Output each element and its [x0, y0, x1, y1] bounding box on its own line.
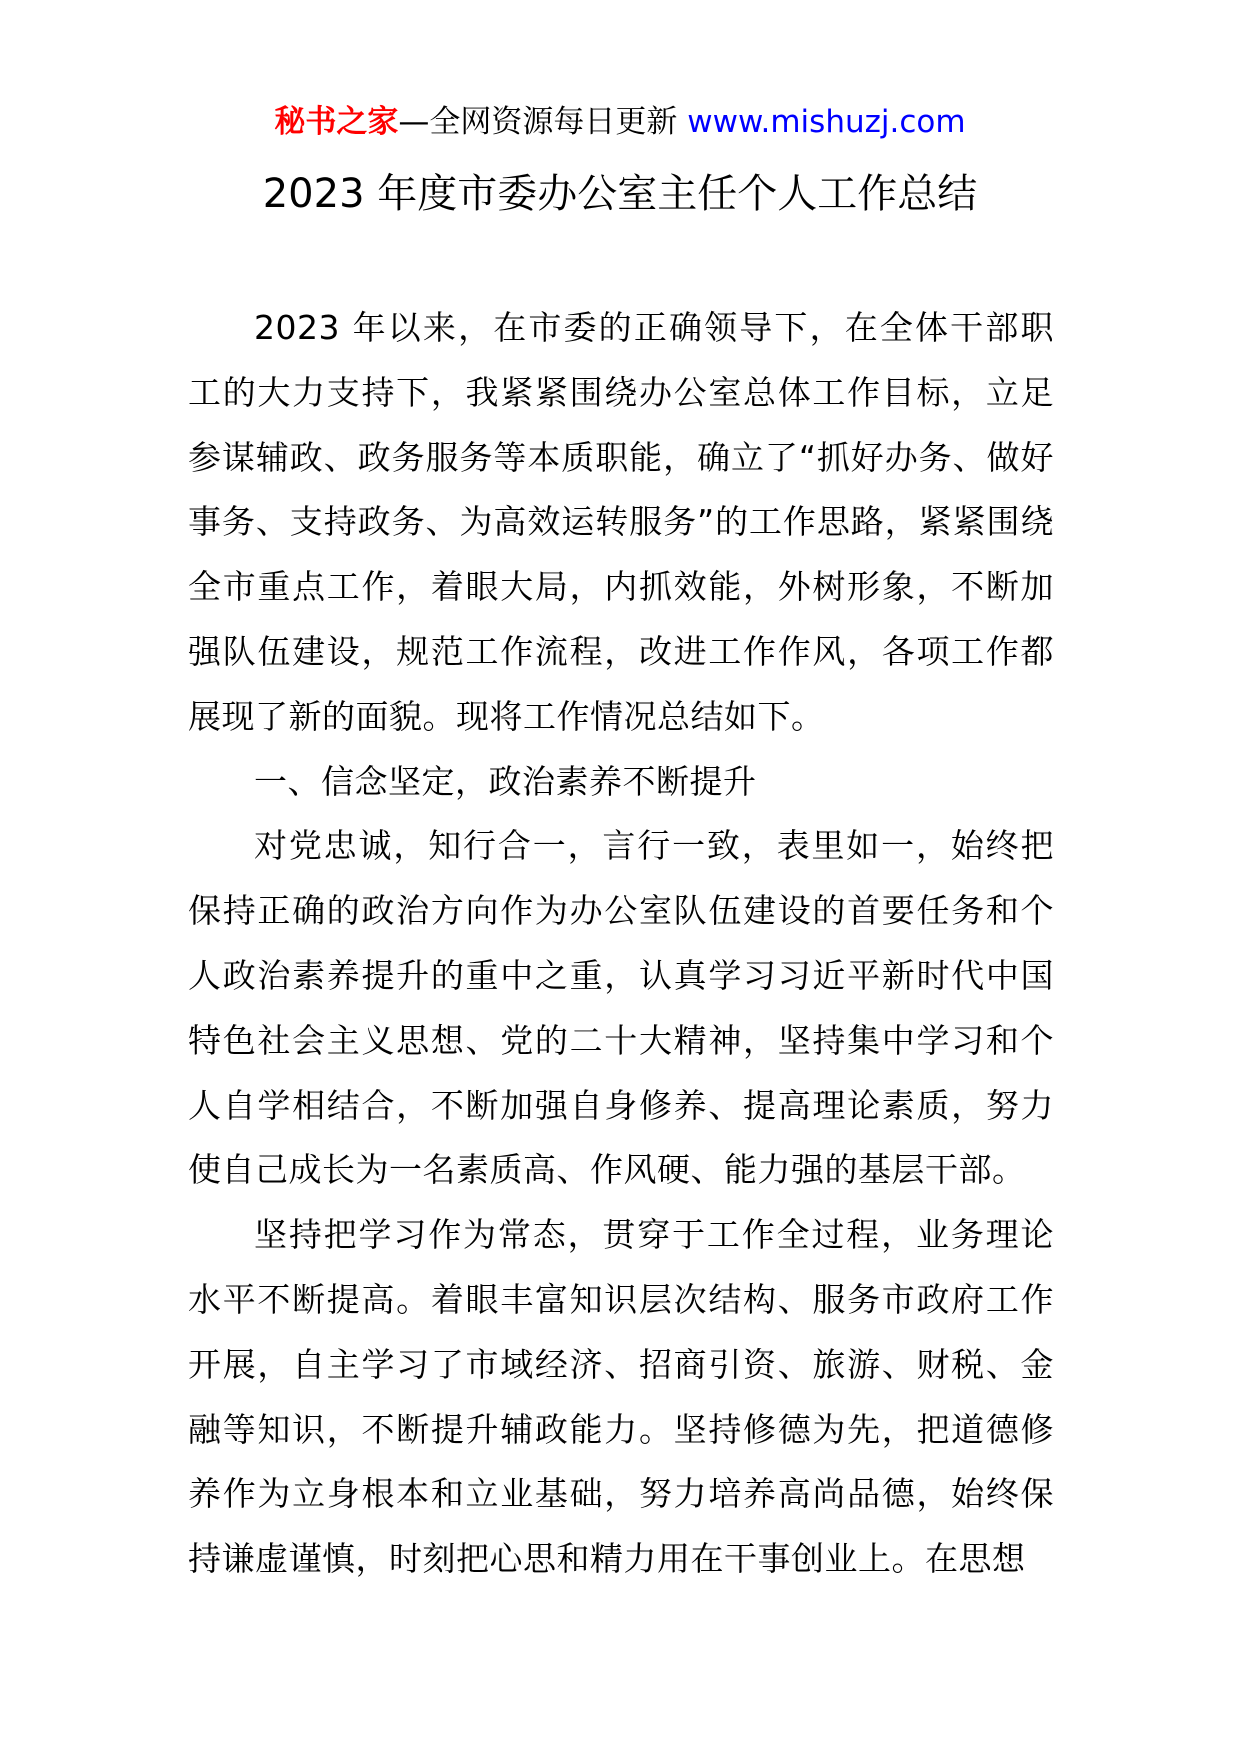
- section-heading: 一、信念坚定，政治素养不断提升: [254, 761, 757, 801]
- document-body: [188, 296, 1054, 1592]
- site-url-link[interactable]: www.mishuzj.com: [687, 104, 966, 140]
- site-name: 秘书之家: [274, 104, 399, 140]
- paragraph-intro: 2023 年以来，在市委的正确领导下，在全体干部职工的大力支持下，我紧紧围绕办公室总体工作目标，立足参谋辅政、政务服务等本质职能，确立了“抓好办务、做好事务、支持政务、为高效运转服务”的工作思路，紧紧围绕全市重点工作，着眼大局，内抓效能，外树形象，不断加强队伍建设，规范工作流程，改进工作作风，各项工作都展现了新的面貌。现将工作情况总结如下。: [188, 308, 1054, 736]
- paragraph-loyalty: 对党忠诚，知行合一，言行一致，表里如一，始终把保持正确的政治方向作为办公室队伍建设的首要任务和个人政治素养提升的重中之重，认真学习习近平新时代中国特色社会主义思想、党的二十大精神，坚持集中学习和个人自学相结合，不断加强自身修养、提高理论素质，努力使自己成长为一名素质高、作风硬、能力强的基层干部。: [188, 826, 1054, 1190]
- document-title: 2023 年度市委办公室主任个人工作总结: [262, 171, 978, 217]
- site-header: [0, 100, 1240, 144]
- paragraph-learning: 坚持把学习作为常态，贯穿于工作全过程，业务理论水平不断提高。着眼丰富知识层次结构、服务市政府工作开展，自主学习了市域经济、招商引资、旅游、财税、金融等知识，不断提升辅政能力。坚持修德为先，把道德修养作为立身根本和立业基础，努力培养高尚品德，始终保持谦虚谨慎，时刻把心思和精力用在干事创业上。在思想: [188, 1215, 1054, 1579]
- site-tagline: —全网资源每日更新: [398, 104, 678, 140]
